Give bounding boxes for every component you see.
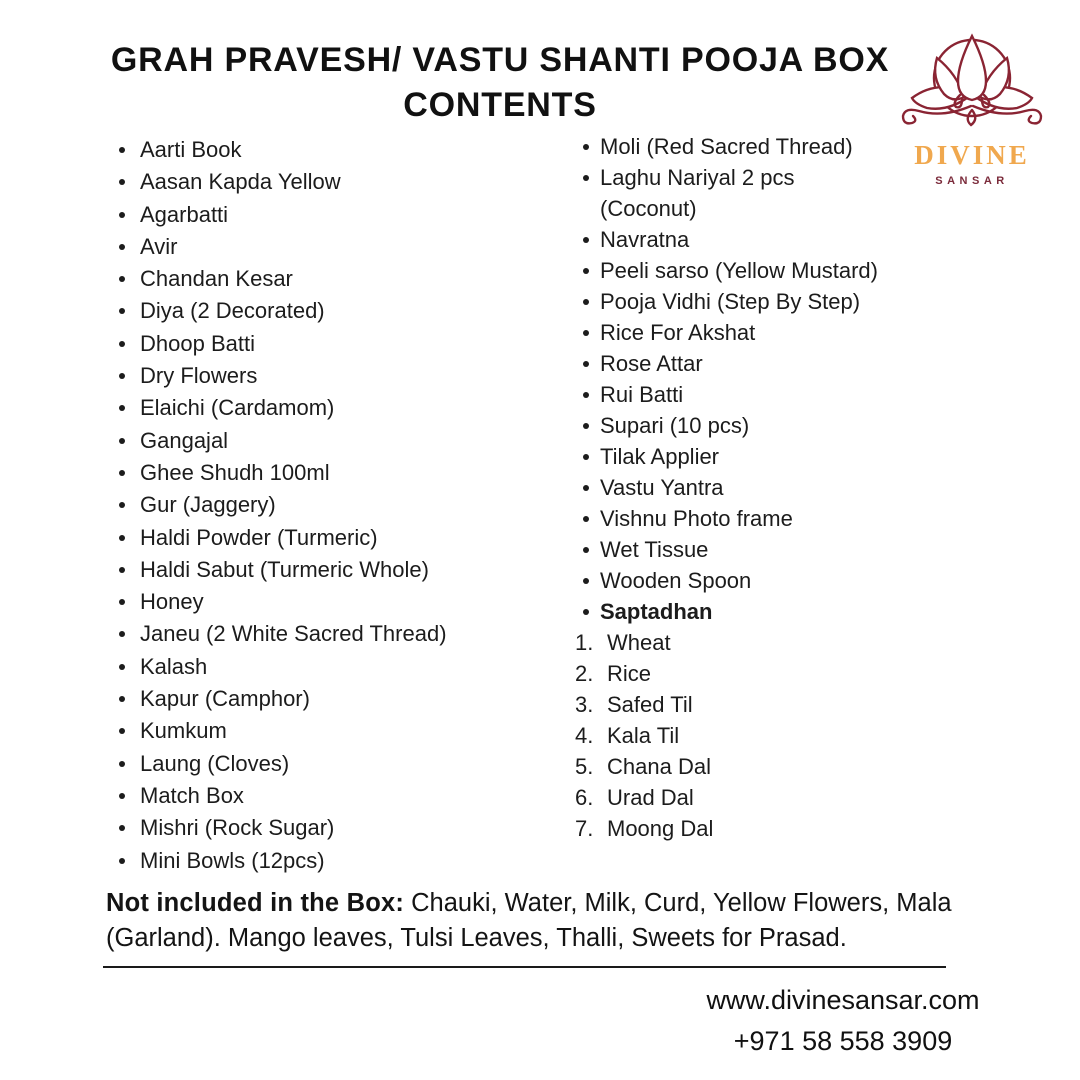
list-item: Gur (Jaggery) (106, 489, 536, 521)
list-item: Honey (106, 586, 536, 618)
not-included-text: Chauki, Water, Milk, Curd, Yellow Flowers, Mala (Garland). Mango leaves, Tulsi Leaves, Thalli, Sweets for Prasad. (106, 889, 952, 952)
list-item: Kalash (106, 651, 536, 683)
list-item: Rice For Akshat (570, 317, 882, 348)
list-item: Navratna (570, 224, 882, 255)
right-column (570, 131, 882, 844)
numbered-item: Wheat (607, 630, 671, 655)
list-item: Rose Attar (570, 348, 882, 379)
list-item: Avir (106, 231, 536, 263)
list-item: Match Box (106, 780, 536, 812)
list-item: Diya (2 Decorated) (106, 295, 536, 327)
list-item: Vishnu Photo frame (570, 503, 882, 534)
brand-name: DIVINE (914, 140, 1030, 170)
brand-subname: SANSAR (935, 175, 1009, 187)
list-item: Haldi Powder (Turmeric) (106, 522, 536, 554)
list-item: Mishri (Rock Sugar) (106, 812, 536, 844)
numbered-item: Safed Til (607, 692, 693, 717)
list-item: Wooden Spoon (570, 565, 882, 596)
saptadhan-heading: Saptadhan (570, 596, 882, 627)
list-item: Pooja Vidhi (Step By Step) (570, 286, 882, 317)
list-item: Wet Tissue (570, 534, 882, 565)
numbered-item: Moong Dal (607, 816, 714, 841)
list-item: Laung (Cloves) (106, 748, 536, 780)
list-item: Janeu (2 White Sacred Thread) (106, 618, 536, 650)
numbered-item: Urad Dal (607, 785, 694, 810)
page-title (40, 38, 960, 128)
right-item-list (570, 131, 882, 596)
left-item-list (106, 134, 536, 877)
list-item: Elaichi (Cardamom) (106, 392, 536, 424)
website-link[interactable]: www.divinesansar.com (706, 985, 980, 1015)
list-item: Supari (10 pcs) (570, 410, 882, 441)
not-included-note (106, 886, 991, 956)
brand-logo (890, 26, 1054, 187)
list-item: Chandan Kesar (106, 263, 536, 295)
list-item: Haldi Sabut (Turmeric Whole) (106, 554, 536, 586)
not-included-label: Not included in the Box: (106, 889, 405, 917)
list-item: Ghee Shudh 100ml (106, 457, 536, 489)
numbered-item: Rice (607, 661, 652, 686)
page-title-line2: CONTENTS (403, 86, 597, 124)
list-item: Vastu Yantra (570, 472, 882, 503)
list-item: Agarbatti (106, 199, 536, 231)
contact-block (690, 980, 996, 1061)
numbered-item: Chana Dal (607, 754, 711, 779)
list-item: Peeli sarso (Yellow Mustard) (570, 255, 882, 286)
list-item: Gangajal (106, 425, 536, 457)
list-item: Rui Batti (570, 379, 882, 410)
page-title-line1: GRAH PRAVESH/ VASTU SHANTI POOJA BOX (110, 41, 890, 79)
lotus-icon (897, 26, 1047, 138)
list-item: Dry Flowers (106, 360, 536, 392)
list-item: Tilak Applier (570, 441, 882, 472)
list-item: Moli (Red Sacred Thread) (570, 131, 882, 162)
list-item: Aarti Book (106, 134, 536, 166)
list-item: Laghu Nariyal 2 pcs (Coconut) (570, 162, 882, 224)
phone-number[interactable]: +971 58 558 3909 (733, 1025, 953, 1056)
list-item: Aasan Kapda Yellow (106, 166, 536, 198)
list-item: Kumkum (106, 715, 536, 747)
list-item: Kapur (Camphor) (106, 683, 536, 715)
numbered-item: Kala Til (607, 723, 680, 748)
saptadhan-grain-list (570, 627, 882, 844)
list-item: Mini Bowls (12pcs) (106, 845, 536, 877)
list-item: Dhoop Batti (106, 328, 536, 360)
divider-line (103, 966, 946, 968)
